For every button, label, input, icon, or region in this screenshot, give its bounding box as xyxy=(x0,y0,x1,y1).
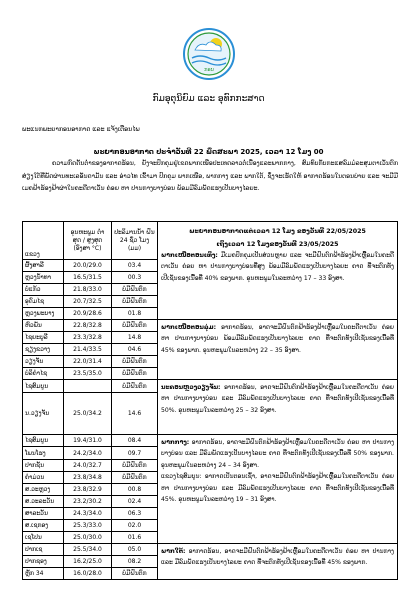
province-cell: ສ.ວະຫຼວງ xyxy=(23,484,64,496)
rainfall-cell: 04.6 xyxy=(112,344,158,356)
rainfall-cell: ບໍ່ມີຝົນຕົກ xyxy=(112,460,158,472)
forecast-saysomboun: ແຂວງໄຊສົມບູນ: ອາກາດເປັນຕອນເຊົ້າ, ອາດຈະມີຝົນຕົກຟ້າຮ້ອງຟ້າເຫຼື້ອມໃນຄະດີຕາເວັນ ຄ່ອຍ ຫາ ປານກາງບາງບ່ອນ ແລະ ມີລົມພັດແຮງເປັນບາງໄລຍະ ຄາດ ທີ່ຈະຕົກທັງເປີເຊັນຂອງເນື້ອທີ່ 45%. ອຸນຫະພູມໃນລະຫວ່າງ 19 – 31 ອົງສາ. xyxy=(161,473,394,504)
province-cell: ອຸດົມໄຊ xyxy=(23,296,64,308)
forecast-south xyxy=(158,544,398,580)
forecast-vientiane xyxy=(158,380,398,435)
temperature-cell: 20.7/32.5 xyxy=(64,296,112,308)
rainfall-cell: ບໍ່ມີຝົນຕົກ xyxy=(112,380,158,393)
temperature-cell: 25.0/34.2 xyxy=(64,393,112,435)
province-cell: ຫຼວງພະບາງ xyxy=(23,308,64,320)
province-cell: ຜົ້ງສາລີ xyxy=(23,260,64,272)
temperature-cell: 24.0/32.7 xyxy=(64,460,112,472)
temperature-header: ອຸນຫະພູມ ຕ່ຳ ສຸດ / ສູງສຸດ (ອົງສາ °C) xyxy=(64,222,112,260)
temperature-cell: 16.0/28.0 xyxy=(64,568,112,580)
rainfall-cell: ບໍ່ມີຝົນຕົກ xyxy=(112,356,158,368)
temperature-cell: 19.4/31.0 xyxy=(64,435,112,447)
forecast-central-text: ອາກາດຮ້ອນ, ອາດຈະມີຝົນຕົກຟ້າຮ້ອງຟ້າເຫຼື້ອມໃນຄະດີຕາເວັນ ຄ່ອຍ ຫາ ປານກາງບາງບ່ອນ ແລະ ມີລົມພັດແຮງເປັນບາງໄລຍະ ຄາດ ທີ່ຈະຕົກທັງເປີເຊັນຂອງເນື້ອທີ່ 50% ຂອງພາກ. ອຸນຫະພູມໃນລະຫວ່າງ 24 – 34 ອົງສາ. xyxy=(161,439,395,469)
forecast-north xyxy=(158,222,398,320)
rainfall-cell: 05.0 xyxy=(112,544,158,556)
rainfall-cell: ບໍ່ມີຝົນຕົກ xyxy=(112,320,158,332)
rainfall-cell: 09.7 xyxy=(112,447,158,460)
province-cell: ສ.ເຊກອງ xyxy=(23,520,64,532)
forecast-vientiane-text: ອາກາດຮ້ອນ, ອາດຈະມີຝົນຕົກຟ້າຮ້ອງຟ້າເຫຼື້ອມໃນຄະດີຕາເວັນ ຄ່ອຍ ຫາ ປານກາງບາງບ່ອນ ແລະ ມີລົມພັດແຮງເປັນບາງໄລຍະ ຄາດ ທີ່ຈະຕົກທັງເປີເຊັນຂອງເນື້ອທີ່ 50%. ອຸນຫະພູມໃນລະຫວ່າງ 25 – 32 ອົງສາ. xyxy=(161,384,394,414)
province-cell: ປາກຊັນ xyxy=(23,460,64,472)
temperature-cell: 22.8/32.8 xyxy=(64,320,112,332)
bulletin-intro: ຄວາມກົດດັນຕ່ຳຂອງອາກາດຮ້ອນ, ຍັງຈະປົກຄຸມຢູ່ເຂດພາກເໜືອປະເທດລາວຕໍ່ເນື່ອງແລະພາກກາງ, ສົມທົບກັບກະແສລົມມໍລະສຸມຕາເວັນຕົກສ່ຽງໃຕ້ທີ່ພັດຜ່ານທະເລອັນດາມັນ ແລະ ອ່າວໄທ ເຂົ້າມາ ປົກຄຸມ ພາກເໜືອ, ພາກກາງ ແລະ ພາກໃຕ້, ຊຶ່ງຈະເຮັດໃຫ້ ອາກາດຮ້ອນໃນຕອນບ່າຍ ແລະ ຈະມີມີເມຄຟ້າຮ້ອງຟ້າຜ່າໃນຄະດີຕາເວັນ ຄ່ອຍ ຫາ ປານກາງບາງບ່ອນ ພ້ອມມີລົມພັດແຮງເປັນບາງໄລຍະ. xyxy=(22,160,398,193)
table-row xyxy=(23,435,398,447)
temperature-cell: 23.8/32.9 xyxy=(64,484,112,496)
rainfall-cell: 06.3 xyxy=(112,508,158,520)
rainfall-cell: 00.8 xyxy=(112,484,158,496)
province-cell: ຫຼວງນ້ຳທາ xyxy=(23,272,64,284)
rainfall-cell: 00.3 xyxy=(112,272,158,284)
north-upper-text: ມີເມຄປົກຄຸມເປັນສ່ວນຫຼາຍ ແລະ ຈະມີຝົນຕົກຟ້າຮ້ອງຟ້າເຫຼື້ອມໃນຄະດີຕາເວັນ ຄ່ອຍ ຫາ ປານກາງບາງບ່ອນທີ່ສູງ ພ້ອມມີລົມພັດແຮງເປັນບາງໄລຍະ ຄາດ ທີ່ຈະຕົກທັງເປີເຊັນຂອງເນື້ອທີ່ 40% ຂອງພາກ. ອຸນຫະພູມໃນລະຫວ່າງ 17 – 33 ອົງສາ. xyxy=(161,252,394,282)
forecast-central xyxy=(158,435,398,544)
rainfall-cell: ບໍ່ມີຝົນຕົກ xyxy=(112,472,158,484)
province-cell: ບໍລິຄຳໄຊ xyxy=(23,368,64,380)
table-row xyxy=(23,320,398,332)
province-cell: ນ.ວຽງຈັນ xyxy=(23,393,64,435)
rainfall-cell: 01.8 xyxy=(112,308,158,320)
province-cell: ໄຊສົມບູນ xyxy=(23,380,64,393)
section-title: ພະແນກພະຍາກອນອາກາດ ແລະ ແຈ້ງເຕືອນໄພ xyxy=(22,126,140,133)
temperature-cell: 24.3/34.0 xyxy=(64,508,112,520)
temperature-cell: 20.9/28.6 xyxy=(64,308,112,320)
temperature-cell: 22.0/31.4 xyxy=(64,356,112,368)
forecast-south-label: ພາກໃຕ້: xyxy=(161,548,186,555)
province-cell: ປາກເຊ xyxy=(23,544,64,556)
temperature-cell: 16.2/25.0 xyxy=(64,556,112,568)
province-cell: ວຽງຈັນ xyxy=(23,356,64,368)
table-row xyxy=(23,380,398,393)
weather-table xyxy=(22,221,398,580)
province-cell: ບໍ່ແກ້ວ xyxy=(23,284,64,296)
temperature-cell: 25.3/33.0 xyxy=(64,520,112,532)
province-cell: ຫຼັກ 34 xyxy=(23,568,64,580)
province-cell: ໄຊຍະບູລີ xyxy=(23,332,64,344)
rainfall-cell: ບໍ່ມີຝົນຕົກ xyxy=(112,284,158,296)
rainfall-cell: ບໍ່ມີຝົນຕົກ xyxy=(112,368,158,380)
north-upper-label: ພາກເໜືອຕອນເທິງ: xyxy=(161,252,218,259)
rainfall-header: ປະລິມານນ້ຳ ຝົນ 24 ຊົ່ວ ໂມງ (ມມ) xyxy=(112,222,158,260)
province-cell: ຊຽງຂວາງ xyxy=(23,344,64,356)
rainfall-cell: 08.4 xyxy=(112,435,158,447)
rainfall-cell: 14.6 xyxy=(112,393,158,435)
rainfall-cell: 03.4 xyxy=(112,260,158,272)
province-cell: ຫົວພັນ xyxy=(23,320,64,332)
rainfall-cell: 02.0 xyxy=(112,520,158,532)
temperature-cell: 21.4/33.5 xyxy=(64,344,112,356)
temperature-cell: 23.2/30.2 xyxy=(64,496,112,508)
rainfall-cell: ບໍ່ມີຝົນຕົກ xyxy=(112,568,158,580)
forecast-north-lower-text: ອາກາດຮ້ອນ, ອາດຈະມີຝົນຕົກຟ້າຮ້ອງຟ້າເຫຼື້ອມໃນຄະດີຕາເວັນ ຄ່ອຍ ຫາ ປານກາງບາງບ່ອນ ພ້ອມມີລົມພັດແຮງເປັນບາງໄລຍະ ຄາດ ທີ່ຈະຕົກທັງເປີເຊັນຂອງເນື້ອທີ່ 45% ຂອງພາກ. ອຸນຫະພູມໃນລະຫວ່າງ 22 – 35 ອົງສາ. xyxy=(161,324,394,354)
temperature-cell: 21.8/33.0 xyxy=(64,284,112,296)
province-cell: ສ.ວະລະວັນ xyxy=(23,496,64,508)
forecast-heading-1: ພະຍາກອນອາກາດແຕ່ເວລາ 12 ໂມງ ຂອງວັນທີ 22/05/2025 xyxy=(189,228,366,235)
forecast-south-text: ອາກາດຮ້ອນ, ອາດຈະມີຝົນຕົກຟ້າຮ້ອງຟ້າເຫຼື້ອມໃນຄະດີຕາເວັນ ຄ່ອຍ ຫາ ປານກາງ ແລະ ມີລົມພັດແຮງເປັນບາງໄລຍະ ຄາດ ທີ່ຈະຕົກທັງເປີເຊັນຂອງເນື້ອທີ່ 45% ຂອງພາກ. xyxy=(161,548,394,567)
forecast-north-lower xyxy=(158,320,398,380)
bulletin-heading: ພະຍາກອນອາກາດ ປະຈຳວັນທີ 22 ພຶດສະພາ 2025, ເວລາ 12 ໂມງ 00 xyxy=(93,148,324,156)
department-logo xyxy=(183,28,235,80)
temperature-cell: 23.3/32.8 xyxy=(64,332,112,344)
province-cell: ສາລະວັນ xyxy=(23,508,64,520)
province-cell: ປາກຊອງ xyxy=(23,556,64,568)
temperature-cell xyxy=(64,380,112,393)
department-title: ກົມອຸຕຸນິຍົມ ແລະ ອຸທົກກະສາດ xyxy=(152,94,265,104)
temperature-cell: 25.5/34.0 xyxy=(64,544,112,556)
temperature-cell: 24.2/34.0 xyxy=(64,447,112,460)
province-cell: ເຊໂປນ xyxy=(23,532,64,544)
forecast-vientiane-label: ນະຄອນຫຼວງວຽງຈັນ: xyxy=(161,384,221,391)
province-cell: ໂພນໂຮງ xyxy=(23,447,64,460)
temperature-cell: 23.8/34.8 xyxy=(64,472,112,484)
rainfall-cell: ບໍ່ມີຝົນຕົກ xyxy=(112,296,158,308)
temperature-cell: 20.0/29.0 xyxy=(64,260,112,272)
svg-text:ກອນ: ກອນ xyxy=(204,67,214,73)
forecast-central-label: ພາກກາງ: xyxy=(161,439,190,446)
temperature-cell: 23.5/35.0 xyxy=(64,368,112,380)
rainfall-cell: 14.8 xyxy=(112,332,158,344)
forecast-north-lower-label: ພາກເໜືອຕອນລຸ່ມ: xyxy=(161,324,217,331)
table-header-row xyxy=(23,222,398,260)
temperature-cell: 16.5/31.5 xyxy=(64,272,112,284)
rainfall-cell: 08.2 xyxy=(112,556,158,568)
rainfall-cell: 01.6 xyxy=(112,532,158,544)
province-cell: ຄຳມ່ວນ xyxy=(23,472,64,484)
rainfall-cell: 02.4 xyxy=(112,496,158,508)
temperature-cell: 25.0/30.0 xyxy=(64,532,112,544)
province-cell: ໄຊສົມບູນ xyxy=(23,435,64,447)
table-row xyxy=(23,544,398,556)
province-header: ແຂວງ xyxy=(23,222,64,260)
forecast-heading-2: ເຖິງເວລາ 12 ໂມງຂອງວັນທີ 23/05/2025 xyxy=(216,241,339,248)
